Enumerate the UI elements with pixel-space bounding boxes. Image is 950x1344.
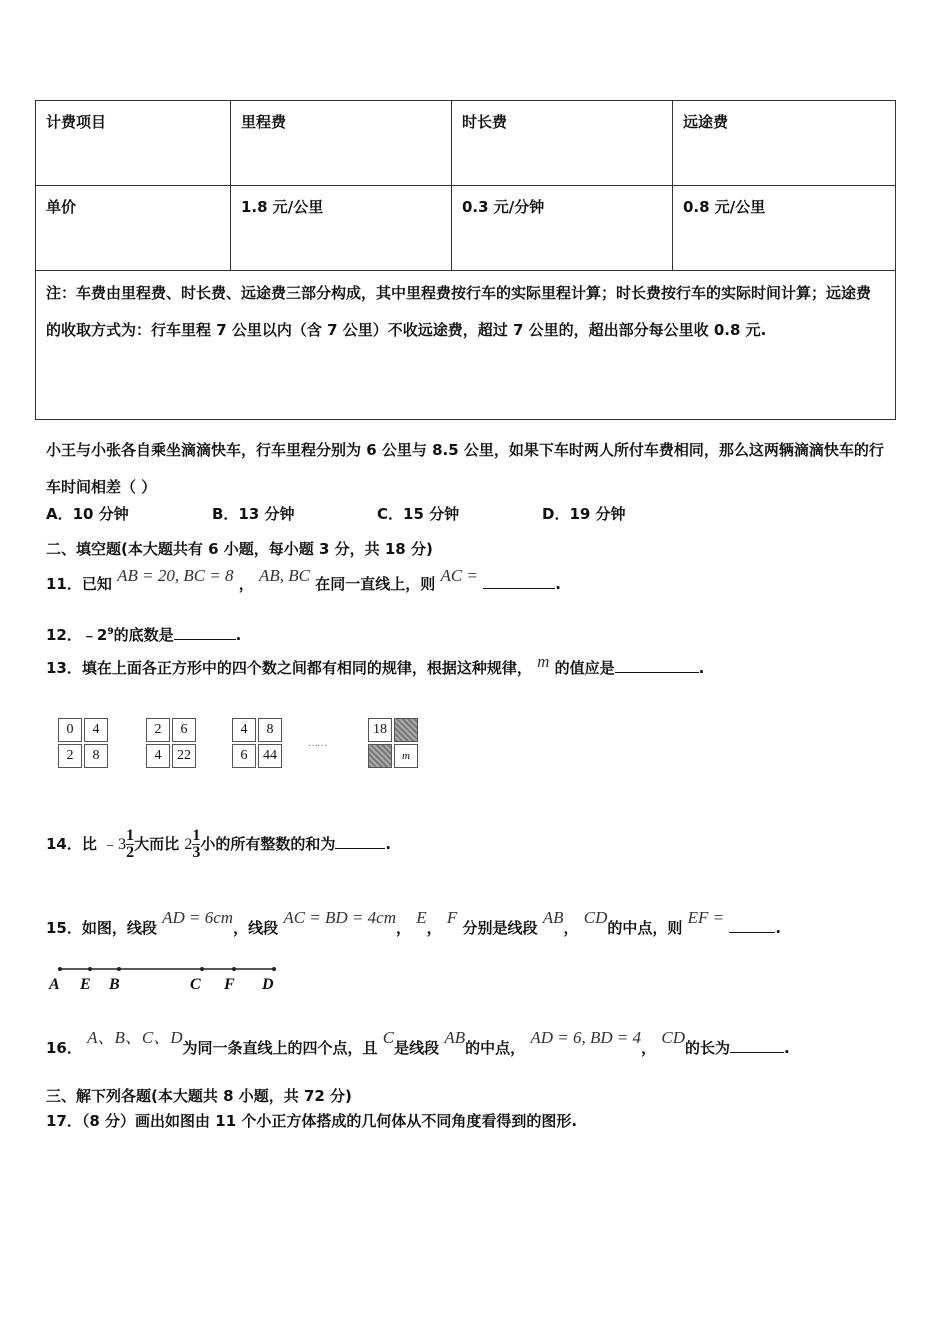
grid-cell: 4 [84,718,108,742]
fee-note: 注：车费由里程费、时长费、远途费三部分构成，其中里程费按行车的实际里程计算；时长费按行车的实际时间计算；远途费的收取方式为：行车里程 7 公里以内（含 7 公里）不收远途费，超过 7 公里的，超出部分每公里收 0.8 元. [36,271,896,420]
q12-text: 12．﹣2 [46,626,108,644]
grid-cell: 6 [232,744,256,768]
grid-4 [368,718,420,770]
numerator: 1 [126,827,135,844]
grid-cell: 18 [368,718,392,742]
q15-comma: ， [395,919,411,937]
q12 [46,622,241,645]
table-cell: 计费项目 [36,101,231,186]
option-b: B．13 分钟 [212,505,295,523]
q15-expr: E [416,908,427,927]
q16-expr: A、B、C、D [87,1028,183,1047]
table-cell: 远途费 [673,101,896,186]
q16-text: 的中点， [465,1039,526,1057]
q14-neg: ﹣3 [102,836,127,853]
q14 [46,828,391,861]
q13-text: 13．填在上面各正方形中的四个数之间都有相同的规律，根据这种规律， [46,659,532,677]
section-2-heading: 二、填空题(本大题共有 6 小题，每小题 3 分，共 18 分) [46,540,433,558]
q15-text: ，线段 [233,919,279,937]
q16-end: . [784,1039,790,1057]
table-cell: 单价 [36,186,231,271]
line-segment-figure [44,960,294,994]
q15-text: 的中点，则 [607,919,683,937]
q14-whole: 2 [184,836,193,853]
grid-2 [146,718,198,770]
grid-1 [58,718,110,770]
option-c: C．15 分钟 [377,505,460,523]
answer-blank [730,1052,784,1053]
label-e: E [80,976,91,993]
q15-expr: AD = 6cm [162,908,234,927]
q15-expr: AB [542,908,564,927]
q11-expr1: AB = 20, BC = 8 [117,566,234,585]
numerator: 1 [192,827,201,844]
q16-num: 16． [46,1039,82,1057]
q11-end: . [555,575,561,593]
point-f [232,967,236,971]
grid-3 [232,718,284,770]
number-grids-figure [58,718,438,778]
fee-table [35,100,896,420]
q11-comma: ， [238,575,254,593]
point-d [272,967,276,971]
q16-expr: AD = 6, BD = 4 [530,1028,642,1047]
q14-end: . [385,835,392,853]
q12-exponent: 9 [107,627,114,637]
q13-end: . [698,659,705,677]
grid-cell: 22 [172,744,196,768]
answer-blank [615,672,699,673]
table-cell: 0.8 元/公里 [673,186,896,271]
q16-comma: ， [641,1039,657,1057]
q15-comma: ， [426,919,442,937]
shaded-cell [394,718,418,742]
q15-expr: AC = BD = 4cm [283,908,396,927]
q16-expr: C [382,1028,395,1047]
fee-table-header-row [36,101,896,186]
point-e [88,967,92,971]
point-b [117,967,121,971]
q14-num: 14．比 [46,835,97,853]
grid-cell: 2 [146,718,170,742]
q11-num: 11．已知 [46,575,112,593]
grid-cell: 4 [146,744,170,768]
grid-cell: 8 [258,718,282,742]
q16 [46,1028,790,1058]
q16-expr: CD [661,1028,686,1047]
grid-cell: 4 [232,718,256,742]
q13-text2: 的值应是 [554,659,615,677]
grid-cell: m [394,744,418,768]
table-cell: 0.3 元/分钟 [452,186,673,271]
ellipsis: …… [308,738,326,749]
q11-expr2: AB, BC [259,566,311,585]
denominator: 2 [126,844,135,861]
q15-text: 分别是线段 [462,919,538,937]
q14-text: 小的所有整数的和为 [200,835,336,853]
answer-blank [483,588,555,589]
grid-cell: 6 [172,718,196,742]
option-a: A．10 分钟 [46,505,129,523]
q15-expr: F [446,908,458,927]
label-c: C [190,976,201,993]
table-cell: 时长费 [452,101,673,186]
q16-expr: AB [444,1028,466,1047]
q15-comma: ， [563,919,579,937]
q13-var: m [537,652,550,671]
q15-expr: CD [583,908,608,927]
q13 [46,652,704,678]
label-f: F [224,976,235,993]
q16-text: 的长为 [685,1039,731,1057]
table-cell: 里程费 [231,101,452,186]
q12-end: . [235,626,242,644]
q15-num: 15．如图，线段 [46,919,157,937]
q11-text: 在同一直线上，则 [315,575,436,593]
fee-table-note-row [36,271,896,420]
answer-blank [729,932,775,933]
grid-cell: 8 [84,744,108,768]
q15-end: . [775,919,782,937]
q14-mid: 大而比 [134,835,180,853]
option-d: D．19 分钟 [542,505,626,523]
q11 [46,566,561,594]
q16-text: 为同一条直线上的四个点，且 [182,1039,378,1057]
label-d: D [262,976,274,993]
label-a: A [49,976,60,993]
answer-blank [174,639,236,640]
fraction [126,828,134,861]
point-c [200,967,204,971]
q15 [46,908,781,938]
grid-cell: 44 [258,744,282,768]
grid-cell: 0 [58,718,82,742]
label-b: B [109,976,120,993]
table-cell: 1.8 元/公里 [231,186,452,271]
q12-text2: 的底数是 [113,626,174,644]
q16-text: 是线段 [394,1039,440,1057]
shaded-cell [368,744,392,768]
q17: 17．（8 分）画出如图由 11 个小正方体搭成的几何体从不同角度看得到的图形. [46,1112,578,1130]
answer-blank [335,848,385,849]
q15-expr: EF = [687,908,725,927]
q11-expr3: AC = [440,566,478,585]
q10-stem: 小王与小张各自乘坐滴滴快车，行车里程分别为 6 公里与 8.5 公里，如果下车时两人所付车费相同，那么这两辆滴滴快车的行车时间相差（ ） [46,441,884,496]
point-a [58,967,62,971]
fee-table-price-row [36,186,896,271]
section-3-heading: 三、解下列各题(本大题共 8 小题，共 72 分) [46,1087,352,1105]
grid-cell: 2 [58,744,82,768]
denominator: 3 [192,844,201,861]
